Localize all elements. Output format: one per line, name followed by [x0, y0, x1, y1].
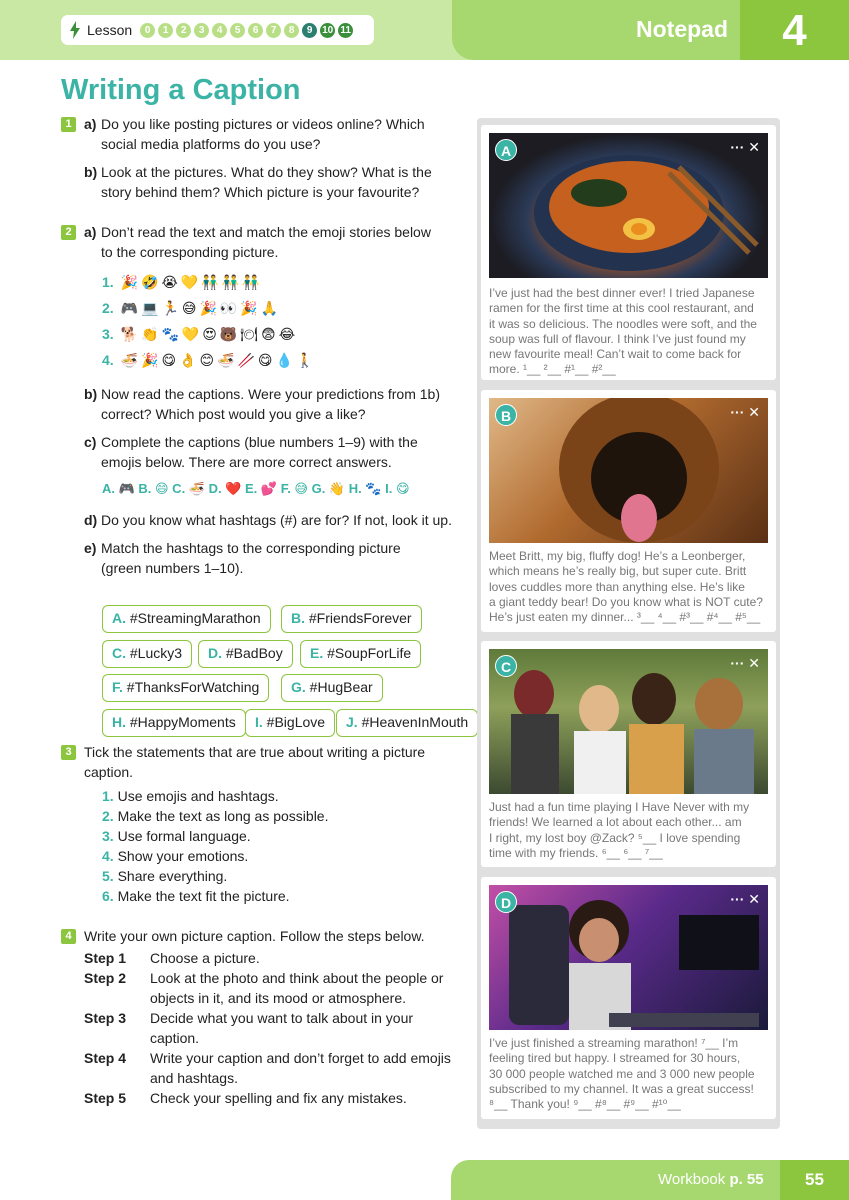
ramen-photo [489, 133, 768, 278]
ex4-line1: Write your own picture caption. Follow the steps below. [84, 928, 425, 944]
post-caption [489, 800, 771, 861]
statement-item: 1. Use emojis and hashtags. [102, 788, 279, 804]
unit-number: 4 [740, 0, 849, 60]
step-row: objects in it, and its mood or atmosphere. [150, 990, 407, 1006]
page-number: 55 [780, 1160, 849, 1200]
caption-line: I’ve just finished a streaming marathon! ⁷__ I’m [489, 1036, 739, 1050]
hashtag-chip: G. #HugBear [281, 674, 383, 702]
caption-line: friends! We learned a lot about each other... am [489, 815, 742, 830]
post-menu-icon[interactable]: ··· ✕ [730, 404, 760, 420]
hashtag-chip: D. #BadBoy [198, 640, 293, 668]
ex2e-line1: Match the hashtags to the corresponding picture [101, 540, 401, 556]
caption-line: Just had a fun time playing I Have Never with my [489, 800, 750, 814]
post-letter-badge: C [495, 655, 517, 677]
statement-item: 3. Use formal language. [102, 828, 251, 844]
caption-line: ⁸__ Thank you! ⁹__ #⁸__ #⁹__ #¹⁰__ [489, 1097, 681, 1112]
lesson-dot[interactable]: 2 [176, 23, 191, 38]
step-row: Step 3 Decide what you want to talk about in your [84, 1010, 414, 1026]
lesson-dot[interactable]: 5 [230, 23, 245, 38]
ex2c-label: c) [84, 434, 97, 450]
lesson-label: Lesson [87, 22, 133, 38]
emoji-answer-options: A. 🎮 B. 😄 C. 🍜 D. ❤️ E. 💕 F. 😅 G. 👋 H. 🐾 I. 😋 [102, 481, 410, 496]
caption-line: which means he’s really big, but super cute. Britt [489, 564, 747, 579]
caption-line: He’s just eaten my dinner... ³__ ⁴__ #³__ #⁴__ #⁵__ [489, 610, 761, 625]
ex2a-label: a) [84, 224, 97, 240]
caption-line: I’ve just had the best dinner ever! I tried Japanese [489, 286, 755, 300]
caption-line: Meet Britt, my big, fluffy dog! He’s a Leonberger, [489, 549, 746, 563]
lightning-icon [69, 21, 81, 39]
exercise-number: 3 [61, 745, 76, 760]
step-row: and hashtags. [150, 1070, 238, 1086]
lesson-dot[interactable]: 8 [284, 23, 299, 38]
post-card-d [481, 877, 776, 1119]
friends-photo [489, 649, 768, 794]
lesson-dot[interactable]: 11 [338, 23, 353, 38]
lesson-dots [140, 23, 356, 38]
hashtag-chip: I. #BigLove [245, 709, 335, 737]
post-letter-badge: B [495, 404, 517, 426]
ex1b-line1: Look at the pictures. What do they show? What is the [101, 164, 432, 180]
post-card-a [481, 125, 776, 380]
caption-line: ramen for the first time at this cool restaurant, and [489, 301, 754, 316]
ex1b-label: b) [84, 164, 98, 180]
ex1a-line2: social media platforms do you use? [101, 136, 321, 152]
ex2a-line2: to the corresponding picture. [101, 244, 279, 260]
step-row: Step 1 Choose a picture. [84, 950, 260, 966]
hashtag-chip: A. #StreamingMarathon [102, 605, 271, 633]
hashtag-chip: B. #FriendsForever [281, 605, 422, 633]
ex3-line2: caption. [84, 764, 134, 780]
ex2b-line1: Now read the captions. Were your predictions from 1b) [101, 386, 441, 402]
statement-item: 4. Show your emotions. [102, 848, 249, 864]
caption-line: 30 000 people watched me and 3 000 new people [489, 1066, 755, 1081]
exercise-number: 2 [61, 225, 76, 240]
ex2c-line1: Complete the captions (blue numbers 1–9) with the [101, 434, 418, 450]
post-card-b [481, 390, 776, 632]
ex1b-line2: story behind them? Which picture is your favourite? [101, 184, 420, 200]
post-caption [489, 286, 771, 378]
steps-list [84, 948, 451, 1108]
lesson-dot[interactable]: 7 [266, 23, 281, 38]
statement-item: 6. Make the text fit the picture. [102, 888, 290, 904]
statement-item: 2. Make the text as long as possible. [102, 808, 329, 824]
streamer-illustration [489, 885, 768, 1030]
hashtag-chip: E. #SoupForLife [300, 640, 421, 668]
exercise-number: 4 [61, 929, 76, 944]
step-row: Step 5 Check your spelling and fix any mistakes. [84, 1090, 407, 1106]
ex3-line1: Tick the statements that are true about writing a picture [84, 744, 426, 760]
post-card-c [481, 641, 776, 867]
ex2c-line2: emojis below. There are more correct answers. [101, 454, 392, 470]
emoji-story-2: 2. 🎮💻🏃😅🎉👀🎉🙏 [102, 300, 282, 316]
post-caption [489, 549, 771, 625]
hashtag-chip: J. #HeavenInMouth [336, 709, 478, 737]
hashtag-chip: H. #HappyMoments [102, 709, 246, 737]
statement-item: 5. Share everything. [102, 868, 228, 884]
lesson-dot[interactable]: 4 [212, 23, 227, 38]
caption-line: I right, my lost boy @Zack? ⁵__ I love spending [489, 830, 741, 845]
post-letter-badge: A [495, 139, 517, 161]
page-title: Writing a Caption [61, 74, 301, 106]
post-caption [489, 1036, 771, 1112]
ex2d-label: d) [84, 512, 98, 528]
exercise-number: 1 [61, 117, 76, 132]
ex2e-label: e) [84, 540, 97, 556]
step-row: caption. [150, 1030, 200, 1046]
lesson-dot[interactable]: 0 [140, 23, 155, 38]
ex2a-line1: Don’t read the text and match the emoji stories below [101, 224, 431, 240]
lesson-dot[interactable]: 1 [158, 23, 173, 38]
caption-line: time with my friends. ⁶__ ⁶__ ⁷__ [489, 845, 663, 860]
section-title: Notepad [636, 16, 728, 42]
caption-line: subscribed to my channel. It was a great success! [489, 1081, 754, 1096]
caption-line: new favourite meal! Can’t wait to come back for [489, 347, 742, 362]
caption-line: a giant teddy bear! Do you know what is NOT cute? [489, 594, 763, 609]
hashtag-chip: C. #Lucky3 [102, 640, 192, 668]
lesson-navigator [61, 15, 374, 45]
caption-line: soup was full of flavour. I think I’ve just found my [489, 331, 746, 346]
emoji-story-4: 4. 🍜🎉😋👌😊🍜🥢😋💧🚶 [102, 352, 317, 368]
caption-line: feeling tired but happy. I streamed for 30 hours, [489, 1051, 741, 1066]
ex1a-label: a) [84, 116, 97, 132]
emoji-story-3: 3. 🐕👏🐾💛😍🐻🍽😨😂 [102, 326, 299, 342]
post-menu-icon[interactable]: ··· ✕ [730, 139, 760, 155]
ex1a-line1: Do you like posting pictures or videos online? Which [101, 116, 425, 132]
post-menu-icon[interactable]: ··· ✕ [730, 891, 760, 907]
emoji-story-1: 1. 🎉🤣😭💛👬👬👬 [102, 274, 263, 290]
caption-line: it was so delicious. The noodles were soft, and the [489, 316, 757, 331]
ex2d-line1: Do you know what hashtags (#) are for? If not, look it up. [101, 512, 452, 528]
post-menu-icon[interactable]: ··· ✕ [730, 655, 760, 671]
dog-photo [489, 398, 768, 543]
ramen-illustration [489, 133, 768, 278]
step-row: Step 4 Write your caption and don’t forget to add emojis [84, 1050, 451, 1066]
friends-illustration [489, 649, 768, 794]
step-row: Step 2 Look at the photo and think about the people or [84, 970, 444, 986]
hashtag-chip: F. #ThanksForWatching [102, 674, 269, 702]
ex2e-line2: (green numbers 1–10). [101, 560, 244, 576]
lesson-dot[interactable]: 9 [302, 23, 317, 38]
caption-line: loves cuddles more than anything else. He’s like [489, 579, 745, 594]
caption-line: more. ¹__ ²__ #¹__ #²__ [489, 362, 616, 377]
streamer-photo [489, 885, 768, 1030]
dog-illustration [489, 398, 768, 543]
workbook-reference: Workbook p. 55 [658, 1171, 764, 1188]
lesson-dot[interactable]: 6 [248, 23, 263, 38]
lesson-dot[interactable]: 10 [322, 24, 334, 36]
post-letter-badge: D [495, 891, 517, 913]
ex2b-label: b) [84, 386, 98, 402]
lesson-dot[interactable]: 3 [194, 23, 209, 38]
ex2b-line2: correct? Which post would you give a like? [101, 406, 366, 422]
